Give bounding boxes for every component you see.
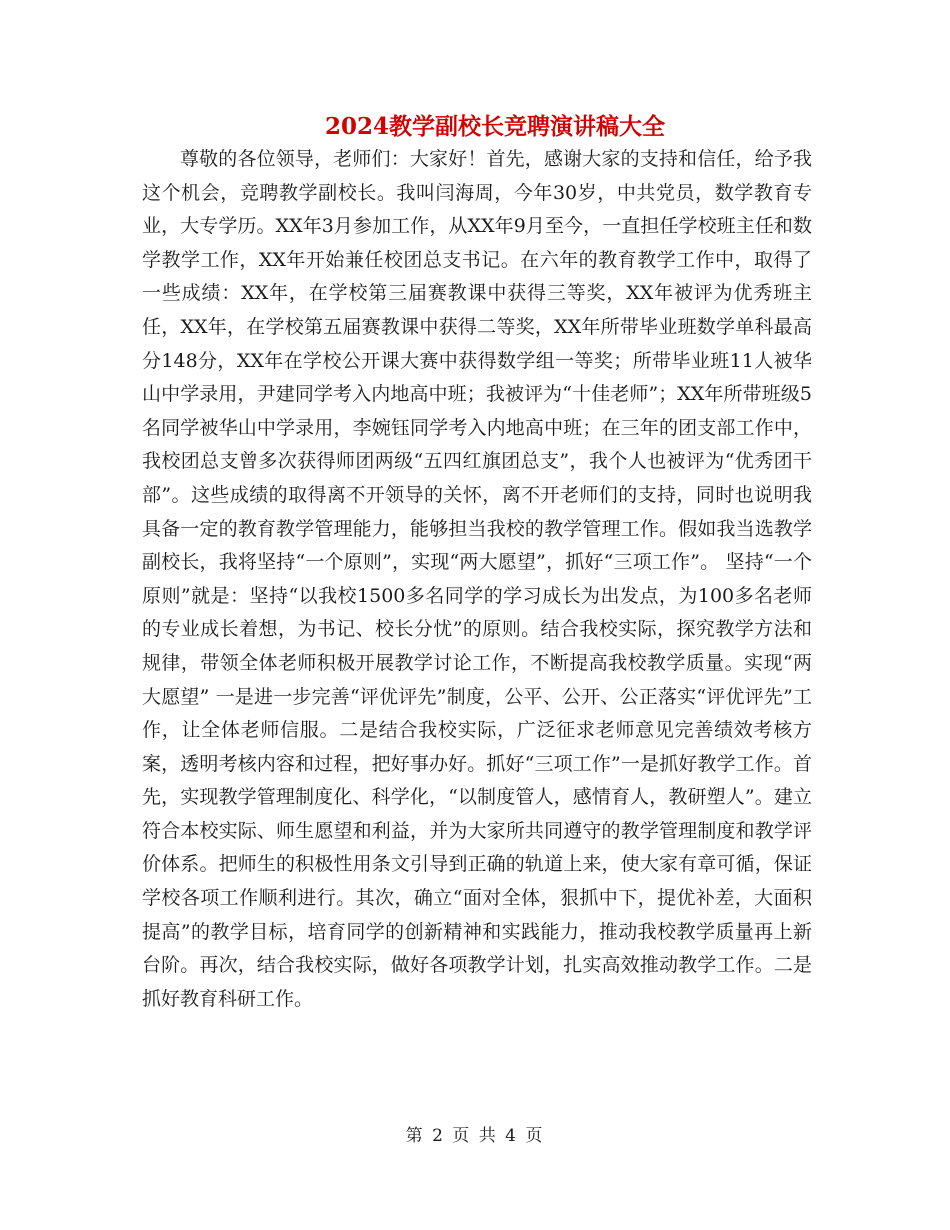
document-body: 尊敬的各位领导，老师们：大家好！首先，感谢大家的支持和信任，给予我这个机会，竞聘教学副校长。我叫闫海周，今年30岁，中共党员，数学教育专业，大专学历。XX年3月参加工作，从XX年9月至今，一直担任学校班主任和数学教学工作，XX年开始兼任校团总支书记。在六年的教育教学工作中，取得了一些成绩：XX年，在学校第三届赛教课中获得三等奖，XX年被评为优秀班主任，XX年，在学校第五届赛教课中获得二等奖，XX年所带毕业班数学单科最高分148分，XX年在学校公开课大赛中获得数学组一等奖；所带毕业班11人被华山中学录用，尹建同学考入内地高中班；我被评为“十佳老师”；XX年所带班级5名同学被华山中学录用，李婉钰同学考入内地高中班；在三年的团支部工作中，我校团总支曾多次获得师团两级“五四红旗团总支”，我个人也被评为“优秀团干部”。这些成绩的取得离不开领导的关怀，离不开老师们的支持，同时也说明我具备一定的教育教学管理能力，能够担当我校的教学管理工作。假如我当选教学副校长，我将坚持“一个原则”，实现“两大愿望”，抓好“三项工作”。 坚持“一个原则”就是：坚持“以我校1500多名同学的学习成长为出发点，为100多名老师的专业成长着想，为书记、校长分忧”的原则。结合我校实际，探究教学方法和规律，带领全体老师积极开展教学讨论工作，不断提高我校教学质量。实现“两大愿望” 一是进一步完善“评优评先”制度，公平、公开、公正落实“评优评先”工作，让全体老师信服。二是结合我校实际，广泛征求老师意见完善绩效考核方案，透明考核内容和过程，把好事办好。抓好“三项工作”一是抓好教学工作。首先，实现教学管理制度化、科学化，“以制度管人，感情育人，教研塑人”。建立符合本校实际、师生愿望和利益，并为大家所共同遵守的教学管理制度和教学评价体系。把师生的积极性用条文引导到正确的轨道上来，使大家有章可循，保证学校各项工作顺利进行。其次，确立“面对全体，狠抓中下，提优补差，大面积提高”的教学目标，培育同学的创新精神和实践能力，推动我校教学质量再上新台阶。再次，结合我校实际，做好各项教学计划，扎实高效推动教学工作。二是抓好教育科研工作。 [142, 148, 812, 1010]
document-title: 2024教学副校长竞聘演讲稿大全 [324, 113, 665, 140]
page-footer: 第 2 页 共 4 页 [405, 1126, 545, 1146]
